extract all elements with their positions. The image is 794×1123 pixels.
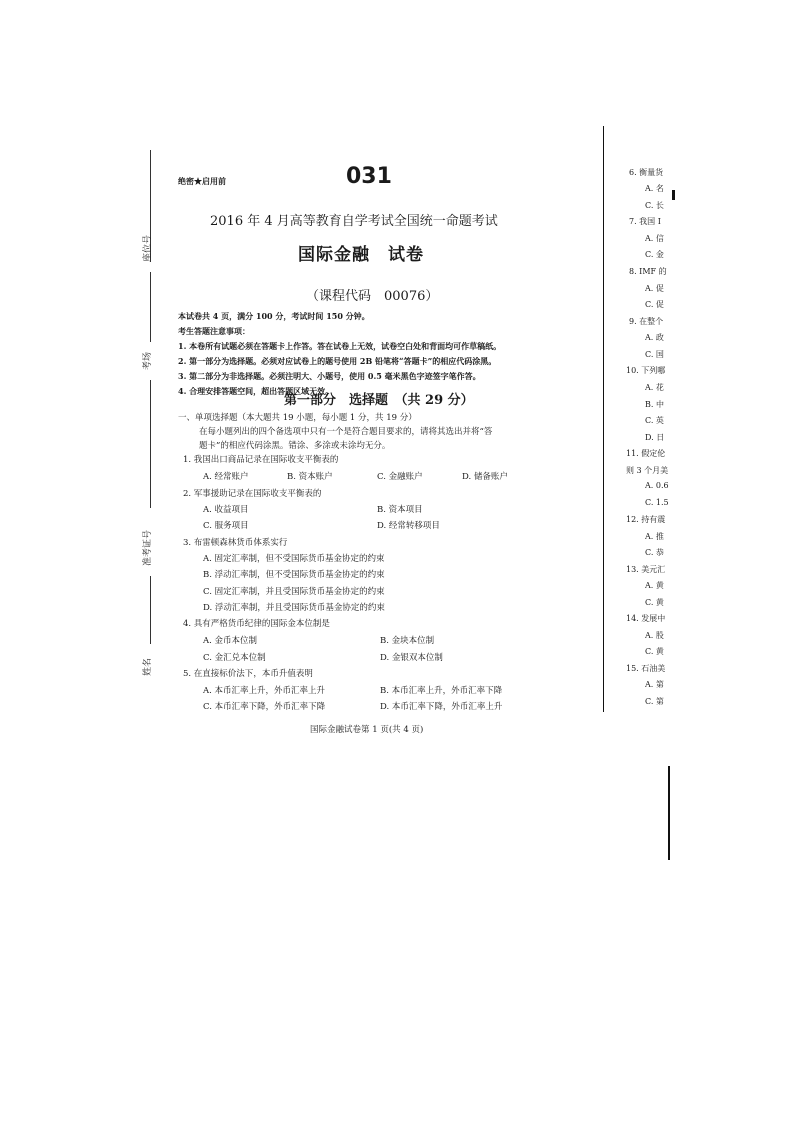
question-5-option-c: C. 本币汇率下降，外币汇率下降 [203,702,326,712]
fragment-line: A. 第 [645,680,664,689]
question-2-option-d: D. 经常转移项目 [377,521,440,531]
fragment-line: 12. 持有震 [626,515,666,524]
question-4-option-a: A. 金币本位制 [203,636,258,646]
fragment-line: C. 黄 [645,598,664,607]
binding-line-name [150,576,151,644]
note-item: 1. 本卷所有试题必须在答题卡上作答。答在试卷上无效，试卷空白处和背面均可作草稿纸。 [178,341,502,351]
question-3-stem: 3. 布雷顿森林货币体系实行 [183,538,288,548]
question-4-option-c: C. 金汇兑本位制 [203,653,266,663]
fragment-line: A. 股 [645,631,664,640]
scan-edge-line [668,766,670,860]
fragment-line: 15. 石油美 [626,664,666,673]
question-2-stem: 2. 军事援助记录在国际收支平衡表的 [183,489,322,499]
fragment-line: 则 3 个月美 [626,466,669,475]
fragment-line: C. 1.5 [645,498,669,507]
question-1-option-a: A. 经常账户 [203,472,249,482]
fragment-line: A. 黄 [645,581,664,590]
question-4-stem: 4. 具有严格货币纪律的国际金本位制是 [183,619,330,629]
question-3-option-b: B. 浮动汇率制，但不受国际货币基金协定的约束 [203,570,385,580]
question-3-option-c: C. 固定汇率制，并且受国际货币基金协定的约束 [203,587,385,597]
instructions [178,309,578,399]
fragment-line: D. 日 [645,433,665,442]
notes-title: 考生答题注意事项： [178,326,250,336]
note-item: 3. 第二部分为非选择题。必须注明大、小题号，使用 0.5 毫米黑色字迹签字笔作答。 [178,371,481,381]
note-item: 2. 第一部分为选择题。必须对应试卷上的题号使用 2B 铅笔将“答题卡”的相应代码涂黑。 [178,356,497,366]
note-item: 4. 合理安排答题空间，超出答题区域无效。 [178,386,334,396]
question-2-option-a: A. 收益项目 [203,505,249,515]
fragment-line: A. 名 [645,184,664,193]
page-footer: 国际金融试卷第 1 页(共 4 页) [310,725,424,735]
fragment-line: 8. IMF 的 [629,267,667,276]
secret-label: 绝密★启用前 [178,176,226,186]
exam-line: 2016 年 4 月高等教育自学考试全国统一命题考试 [210,214,498,229]
fragment-line: 14. 发展中 [626,614,666,623]
fragment-line: C. 金 [645,250,664,259]
question-2-option-b: B. 资本项目 [377,505,423,515]
ticket-label: 准考证号 [143,529,153,566]
question-1-option-c: C. 金融账户 [377,472,423,482]
question-5-option-a: A. 本币汇率上升，外币汇率上升 [203,686,326,696]
fragment-line: 11. 假定伦 [626,449,666,458]
section-desc-2: 题卡”的相应代码涂黑。错涂、多涂或未涂均无分。 [199,441,391,451]
fragment-line: A. 0.6 [645,481,669,490]
binding-line-room [150,272,151,342]
fragment-line: B. 中 [645,400,664,409]
fragment-line: 6. 衡量货 [629,168,664,177]
fragment-line: C. 黄 [645,647,664,656]
name-label: 姓名 [143,657,153,676]
question-2-option-c: C. 服务项目 [203,521,249,531]
room-label: 考场 [143,351,153,370]
section-desc-1: 在每小题列出的四个备选项中只有一个是符合题目要求的，请将其选出并将“答 [199,427,493,437]
question-5-option-d: D. 本币汇率下降，外币汇率上升 [380,702,503,712]
fragment-line: A. 信 [645,234,664,243]
part-one-heading: 第一部分 选择题 （共 29 分） [284,393,474,408]
page-edge-line [603,126,604,712]
fragment-line: C. 英 [645,416,664,425]
question-1-option-b: B. 资本账户 [287,472,333,482]
fragment-line: C. 国 [645,350,664,359]
paper-code: 031 [346,164,392,189]
question-3-option-a: A. 固定汇率制，但不受国际货币基金协定的约束 [203,554,385,564]
course-code-line: （课程代码 00076） [306,289,439,304]
question-5-option-b: B. 本币汇率上升，外币汇率下降 [380,686,503,696]
fragment-line: 10. 下列哪 [626,366,666,375]
subject-title: 国际金融 试卷 [298,245,424,265]
fragment-line: 7. 我国 I [629,217,661,226]
fragment-line: C. 促 [645,300,664,309]
fragment-line: 13. 美元汇 [626,565,666,574]
section-header [178,411,568,453]
question-1-stem: 1. 我国出口商品记录在国际收支平衡表的 [183,455,339,465]
fragment-line: C. 长 [645,201,664,210]
question-4-option-b: B. 金块本位制 [380,636,435,646]
question-4-option-d: D. 金银双本位制 [380,653,443,663]
question-1-option-d: D. 储备账户 [462,472,508,482]
next-page-fragment [612,150,676,710]
fragment-line: 9. 在整个 [629,317,664,326]
section-title: 一、单项选择题（本大题共 19 小题，每小题 1 分，共 19 分） [178,413,417,423]
fragment-line: A. 花 [645,383,664,392]
question-5-stem: 5. 在直接标价法下，本币升值表明 [183,669,313,679]
fragment-line: C. 恭 [645,548,664,557]
fragment-line: A. 政 [645,333,664,342]
instructions-summary: 本试卷共 4 页，满分 100 分，考试时间 150 分钟。 [178,311,370,321]
binding-line-ticket [150,380,151,508]
fragment-line: A. 促 [645,284,664,293]
question-3-option-d: D. 浮动汇率制，并且受国际货币基金协定的约束 [203,603,385,613]
fragment-line: C. 第 [645,697,664,706]
seat-label: 座位号 [143,234,153,262]
fragment-line: A. 推 [645,532,664,541]
